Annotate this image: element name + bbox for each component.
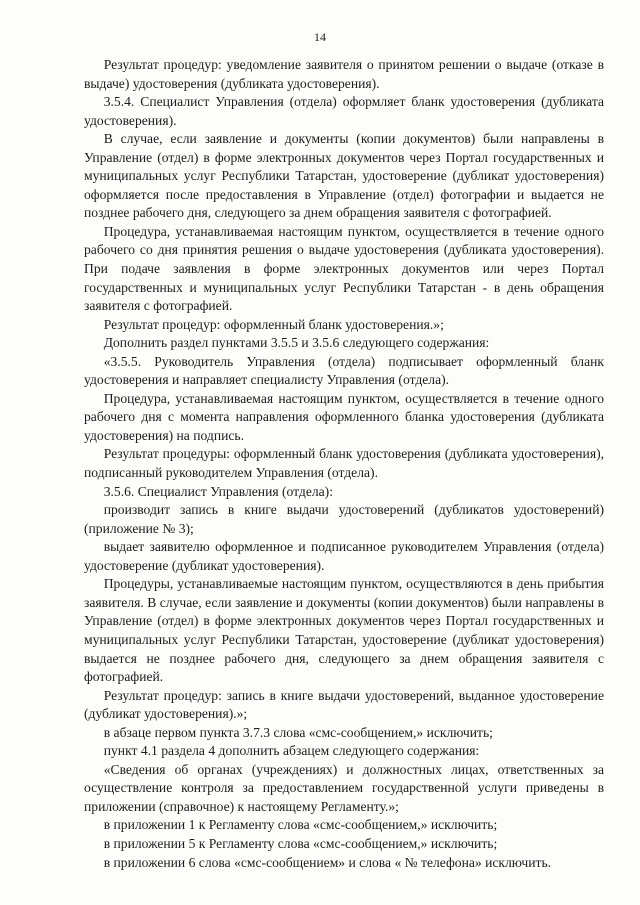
paragraph: «Сведения об органах (учреждениях) и должностных лицах, ответственных за осуществление контроля за предоставлением государственной услуги приведены в приложении (справочное) к настоящему Регламенту.»; <box>84 761 604 814</box>
paragraph: 3.5.6. Специалист Управления (отдела): <box>103 483 333 499</box>
paragraph: в приложении 6 слова «смс-сообщением» и слова « № телефона» исключить. <box>103 854 552 870</box>
paragraph: В случае, если заявление и документы (копии документов) были направлены в Управление (отдел) в форме электронных документов через Портал государственных и муниципальных услуг Республики Татарстан, удостоверение (дубликат удостоверения) оформляется после предоставления в Управление (отдел) фотографии и выдается не позднее рабочего дня, следующего за днем обращения заявителя с фотографией. <box>84 131 604 221</box>
paragraph: в приложении 1 к Регламенту слова «смс-сообщением,» исключить; <box>103 817 498 833</box>
paragraph: Процедуры, устанавливаемые настоящим пунктом, осуществляются в день прибытия заявителя. В случае, если заявление и документы (копии документов) были направлены в Управление (отдел) в форме электронных документов через Портал государственных и муниципальных услуг Республики Татарстан, удостоверение (дубликат удостоверения) выдается не позднее рабочего дня, следующего за днем обращения заявителя с фотографией. <box>84 576 604 685</box>
page-number: 14 <box>314 30 326 44</box>
paragraph: Результат процедур: оформленный бланк удостоверения.»; <box>103 316 444 332</box>
paragraph: Дополнить раздел пунктами 3.5.5 и 3.5.6 следующего содержания: <box>103 335 490 351</box>
paragraph: пункт 4.1 раздела 4 дополнить абзацем следующего содержания: <box>103 743 480 759</box>
paragraph: Процедура, устанавливаемая настоящим пунктом, осуществляется в течение одного рабочего дня с момента направления оформленного бланка удостоверения (дубликата удостоверения) на подпись. <box>84 390 604 443</box>
paragraph: выдает заявителю оформленное и подписанное руководителем Управления (отдела) удостоверение (дубликат удостоверения). <box>84 539 604 573</box>
document-body <box>84 56 604 872</box>
paragraph: в абзаце первом пункта 3.7.3 слова «смс-сообщением,» исключить; <box>103 724 493 740</box>
paragraph: Результат процедур: запись в книге выдачи удостоверений, выданное удостоверение (дубликат удостоверения).»; <box>84 687 604 722</box>
paragraph: производит запись в книге выдачи удостоверений (дубликатов удостоверений) (приложение № 3); <box>84 502 604 536</box>
paragraph: 3.5.4. Специалист Управления (отдела) оформляет бланк удостоверения (дубликата удостоверения). <box>84 94 604 128</box>
paragraph: в приложении 5 к Регламенту слова «смс-сообщением,» исключить; <box>103 835 498 851</box>
paragraph: Результат процедур: уведомление заявителя о принятом решении о выдаче (отказе в выдаче) удостоверения (дубликата удостоверения). <box>84 57 604 91</box>
paragraph: «3.5.5. Руководитель Управления (отдела) подписывает оформленный бланк удостоверения и направляет специалисту Управления (отдела). <box>84 353 604 388</box>
paragraph: Процедура, устанавливаемая настоящим пунктом, осуществляется в течение одного рабочего со дня принятия решения о выдаче удостоверения (дубликата удостоверения). При подаче заявления в форме электронных документов или через Портал государственных и муниципальных услуг Республики Татарстан - в день обращения заявителя с фотографией. <box>84 223 604 314</box>
paragraph: Результат процедуры: оформленный бланк удостоверения (дубликата удостоверения), подписанный руководителем Управления (отдела). <box>84 446 604 481</box>
